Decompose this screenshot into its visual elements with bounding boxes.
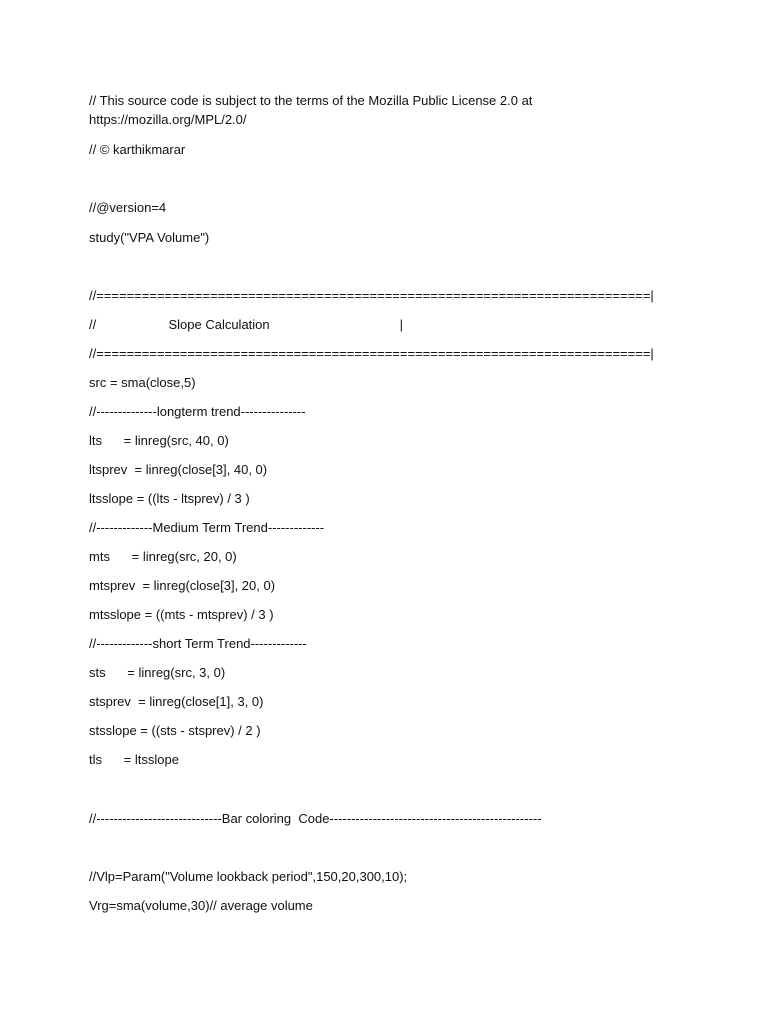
code-line: sts = linreg(src, 3, 0)	[89, 665, 226, 680]
code-line: stsslope = ((sts - stsprev) / 2 )	[89, 723, 261, 738]
code-line: mtsslope = ((mts - mtsprev) / 3 )	[89, 607, 274, 622]
code-line: Vrg=sma(volume,30)// average volume	[89, 898, 313, 913]
code-line: mts = linreg(src, 20, 0)	[89, 549, 237, 564]
separator-line: //=========================================================================|	[89, 346, 654, 361]
code-line: src = sma(close,5)	[89, 375, 196, 390]
code-line: ltsprev = linreg(close[3], 40, 0)	[89, 462, 268, 477]
code-comment-line: //-------------short Term Trend-------------	[89, 636, 307, 651]
code-line: stsprev = linreg(close[1], 3, 0)	[89, 694, 264, 709]
license-comment-line: // This source code is subject to the terms of the Mozilla Public License 2.0 at	[89, 93, 533, 108]
code-line: mtsprev = linreg(close[3], 20, 0)	[89, 578, 276, 593]
code-line: ltsslope = ((lts - ltsprev) / 3 )	[89, 491, 250, 506]
version-line: //@version=4	[89, 200, 167, 215]
code-comment-line: //-----------------------------Bar coloring Code-------------------------------------------------	[89, 811, 542, 826]
code-line: lts = linreg(src, 40, 0)	[89, 433, 229, 448]
code-line: tls = ltsslope	[89, 752, 179, 767]
section-heading-line: // Slope Calculation |	[89, 317, 404, 332]
study-declaration-line: study("VPA Volume")	[89, 230, 210, 245]
code-comment-line: //-------------Medium Term Trend-------------	[89, 520, 325, 535]
code-comment-line: //--------------longterm trend---------------	[89, 404, 306, 419]
separator-line: //=========================================================================|	[89, 288, 654, 303]
author-comment-line: // © karthikmarar	[89, 142, 186, 157]
license-url-line: https://mozilla.org/MPL/2.0/	[89, 112, 247, 127]
code-comment-line: //Vlp=Param("Volume lookback period",150,20,300,10);	[89, 869, 408, 884]
